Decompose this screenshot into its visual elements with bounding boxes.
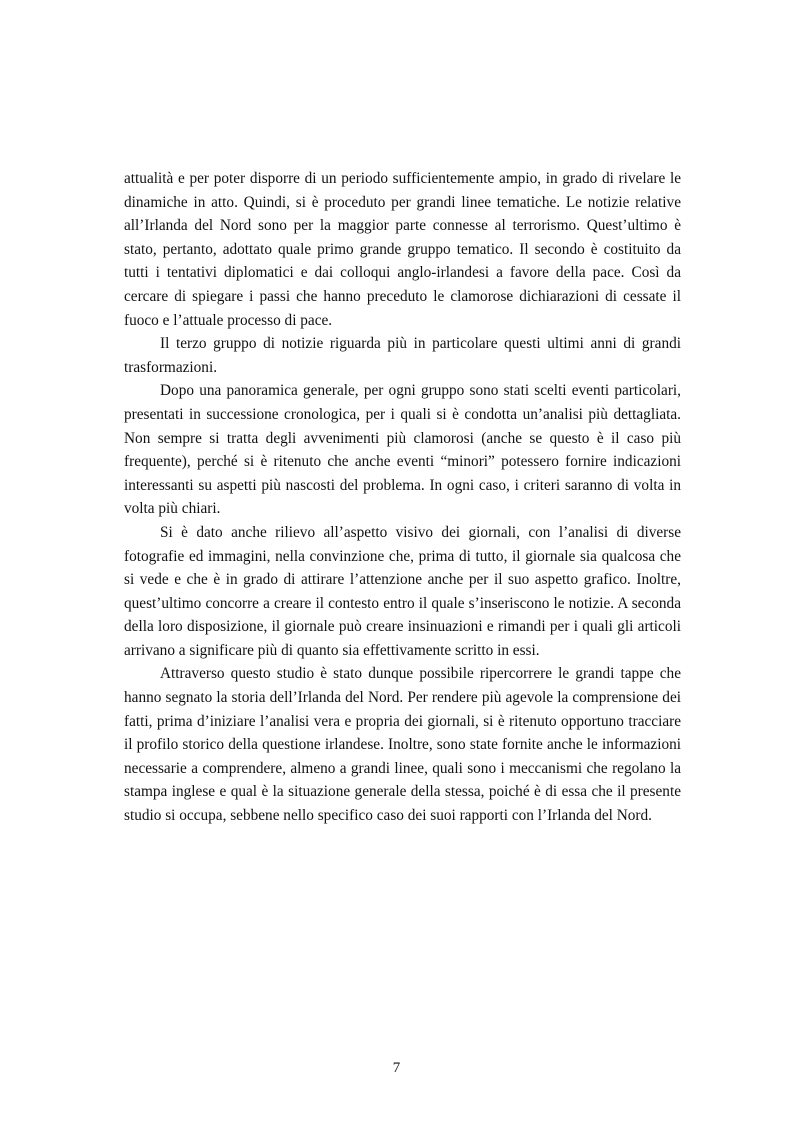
paragraph-1: attualità e per poter disporre di un periodo sufficientemente ampio, in grado di rivelare le dinamiche in atto. Quindi, si è proceduto per grandi linee tematiche. Le notizie relative all’Irlanda del Nord sono per la maggior parte connesse al terrorismo. Quest’ultimo è stato, pertanto, adottato quale primo grande gruppo tematico. Il secondo è costituito da tutti i tentativi diplomatici e dai colloqui anglo-irlandesi a favore della pace. Così da cercare di spiegare i passi che hanno preceduto le clamorose dichiarazioni di cessate il fuoco e l’attuale processo di pace. [124,170,681,329]
paragraph-4: Si è dato anche rilievo all’aspetto visivo dei giornali, con l’analisi di diverse fotografie ed immagini, nella convinzione che, prima di tutto, il giornale sia qualcosa che si vede e che è in grado di attirare l’attenzione anche per il suo aspetto grafico. Inoltre, quest’ultimo concorre a creare il contesto entro il quale s’inseriscono le notizie. A seconda della loro disposizione, il giornale può creare insinuazioni e rimandi per i quali gli articoli arrivano a significare più di quanto sia effettivamente scritto in essi. [124,523,681,659]
paragraph-2: Il terzo gruppo di notizie riguarda più in particolare questi ultimi anni di grandi trasformazioni. [124,335,681,376]
page-body [124,167,681,828]
paragraph-3: Dopo una panoramica generale, per ogni gruppo sono stati scelti eventi particolari, presentati in successione cronologica, per i quali si è condotta un’analisi più dettagliata. Non sempre si tratta degli avvenimenti più clamorosi (anche se questo è il caso più frequente), perché si è ritenuto che anche eventi “minori” potessero fornire indicazioni interessanti su aspetti più nascosti del problema. In ogni caso, i criteri saranno di volta in volta più chiari. [124,382,681,518]
page-number: 7 [392,1060,401,1076]
paragraph-5: Attraverso questo studio è stato dunque possibile ripercorrere le grandi tappe che hanno segnato la storia dell’Irlanda del Nord. Per rendere più agevole la comprensione dei fatti, prima d’iniziare l’analisi vera e propria dei giornali, si è ritenuto opportuno tracciare il profilo storico della questione irlandese. Inoltre, sono state fornite anche le informazioni necessarie a comprendere, almeno a grandi linee, quali sono i meccanismi che regolano la stampa inglese e qual è la situazione generale della stessa, poiché è di essa che il presente studio si occupa, sebbene nello specifico caso dei suoi rapporti con l’Irlanda del Nord. [124,665,681,825]
